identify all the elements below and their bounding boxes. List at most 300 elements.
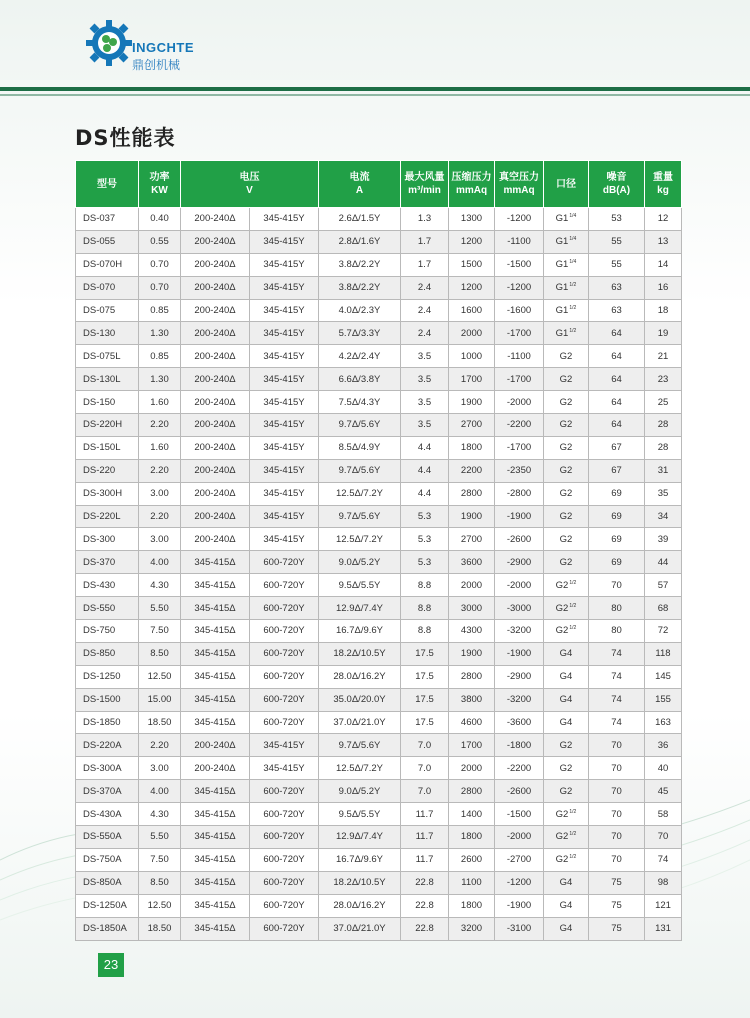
cell-port: G2 xyxy=(544,482,589,505)
cell-model: DS-055 xyxy=(76,230,139,253)
cell-airflow: 3.5 xyxy=(401,368,449,391)
cell-noise: 69 xyxy=(589,505,645,528)
cell-current: 4.0Δ/2.3Y xyxy=(319,299,401,322)
cell-vacuum: -1100 xyxy=(495,230,544,253)
cell-power: 18.50 xyxy=(139,711,181,734)
cell-power: 1.30 xyxy=(139,368,181,391)
brand-name-cn: 鼎创机械 xyxy=(132,58,181,72)
cell-voltage-y: 600-720Y xyxy=(250,688,319,711)
cell-voltage-y: 600-720Y xyxy=(250,711,319,734)
header-pressure: 压缩压力 mmAq xyxy=(449,161,495,208)
cell-weight: 98 xyxy=(645,871,682,894)
cell-power: 1.30 xyxy=(139,322,181,345)
cell-voltage-y: 345-415Y xyxy=(250,230,319,253)
cell-noise: 69 xyxy=(589,482,645,505)
cell-voltage-y: 345-415Y xyxy=(250,459,319,482)
page-header xyxy=(0,0,750,100)
header-model: 型号 xyxy=(76,161,139,208)
cell-noise: 53 xyxy=(589,208,645,231)
cell-vacuum: -2000 xyxy=(495,826,544,849)
cell-voltage-y: 345-415Y xyxy=(250,345,319,368)
cell-pressure: 1800 xyxy=(449,826,495,849)
cell-voltage-y: 345-415Y xyxy=(250,757,319,780)
cell-pressure: 1900 xyxy=(449,391,495,414)
cell-model: DS-750 xyxy=(76,620,139,643)
cell-model: DS-850 xyxy=(76,642,139,665)
cell-current: 9.0Δ/5.2Y xyxy=(319,551,401,574)
cell-pressure: 1100 xyxy=(449,871,495,894)
cell-model: DS-070H xyxy=(76,253,139,276)
cell-vacuum: -3100 xyxy=(495,917,544,940)
cell-airflow: 7.0 xyxy=(401,734,449,757)
table-header-row xyxy=(76,161,682,208)
cell-current: 35.0Δ/20.0Y xyxy=(319,688,401,711)
brand-name-en: INGCHTE xyxy=(132,40,194,55)
cell-noise: 55 xyxy=(589,253,645,276)
cell-model: DS-550A xyxy=(76,826,139,849)
cell-vacuum: -1200 xyxy=(495,276,544,299)
cell-weight: 44 xyxy=(645,551,682,574)
cell-weight: 155 xyxy=(645,688,682,711)
cell-power: 18.50 xyxy=(139,917,181,940)
cell-noise: 74 xyxy=(589,665,645,688)
cell-noise: 80 xyxy=(589,620,645,643)
cell-airflow: 11.7 xyxy=(401,826,449,849)
cell-voltage-y: 600-720Y xyxy=(250,665,319,688)
cell-noise: 70 xyxy=(589,734,645,757)
table-row xyxy=(76,871,682,894)
cell-power: 7.50 xyxy=(139,620,181,643)
table-row xyxy=(76,414,682,437)
cell-voltage-y: 345-415Y xyxy=(250,505,319,528)
cell-model: DS-1850 xyxy=(76,711,139,734)
cell-pressure: 1400 xyxy=(449,803,495,826)
cell-model: DS-1850A xyxy=(76,917,139,940)
cell-port: $G2^{1/2}$ xyxy=(544,620,589,643)
cell-vacuum: -1700 xyxy=(495,436,544,459)
cell-voltage-delta: 345-415Δ xyxy=(181,597,250,620)
cell-airflow: 5.3 xyxy=(401,551,449,574)
cell-weight: 16 xyxy=(645,276,682,299)
cell-pressure: 1600 xyxy=(449,299,495,322)
cell-airflow: 1.7 xyxy=(401,253,449,276)
cell-noise: 80 xyxy=(589,597,645,620)
cell-weight: 23 xyxy=(645,368,682,391)
cell-weight: 145 xyxy=(645,665,682,688)
port-size-fraction: 1/2 xyxy=(569,579,577,586)
cell-weight: 163 xyxy=(645,711,682,734)
table-row xyxy=(76,459,682,482)
cell-airflow: 11.7 xyxy=(401,848,449,871)
cell-pressure: 3600 xyxy=(449,551,495,574)
cell-airflow: 7.0 xyxy=(401,780,449,803)
table-row xyxy=(76,299,682,322)
cell-airflow: 5.3 xyxy=(401,505,449,528)
cell-voltage-delta: 200-240Δ xyxy=(181,757,250,780)
cell-current: 37.0Δ/21.0Y xyxy=(319,711,401,734)
cell-voltage-y: 600-720Y xyxy=(250,642,319,665)
cell-model: DS-750A xyxy=(76,848,139,871)
cell-airflow: 2.4 xyxy=(401,322,449,345)
cell-weight: 70 xyxy=(645,826,682,849)
cell-port: $G1^{1/4}$ xyxy=(544,208,589,231)
cell-vacuum: -2900 xyxy=(495,551,544,574)
cell-voltage-delta: 345-415Δ xyxy=(181,803,250,826)
cell-vacuum: -2800 xyxy=(495,482,544,505)
header-weight: 重量 kg xyxy=(645,161,682,208)
cell-current: 5.7Δ/3.3Y xyxy=(319,322,401,345)
cell-power: 0.70 xyxy=(139,253,181,276)
cell-vacuum: -1200 xyxy=(495,871,544,894)
port-size-fraction: 1/2 xyxy=(569,625,577,632)
cell-noise: 64 xyxy=(589,322,645,345)
cell-airflow: 8.8 xyxy=(401,597,449,620)
cell-pressure: 2600 xyxy=(449,848,495,871)
cell-airflow: 17.5 xyxy=(401,688,449,711)
cell-weight: 40 xyxy=(645,757,682,780)
cell-port: G4 xyxy=(544,642,589,665)
cell-power: 5.50 xyxy=(139,597,181,620)
performance-table xyxy=(75,160,682,941)
cell-noise: 64 xyxy=(589,345,645,368)
table-row xyxy=(76,368,682,391)
cell-noise: 70 xyxy=(589,780,645,803)
cell-pressure: 4600 xyxy=(449,711,495,734)
table-row xyxy=(76,848,682,871)
cell-power: 0.85 xyxy=(139,345,181,368)
cell-model: DS-150 xyxy=(76,391,139,414)
cell-model: DS-075 xyxy=(76,299,139,322)
cell-port: G2 xyxy=(544,414,589,437)
page-title: DS性能表 xyxy=(75,126,176,150)
cell-pressure: 3800 xyxy=(449,688,495,711)
cell-model: DS-300 xyxy=(76,528,139,551)
cell-airflow: 3.5 xyxy=(401,414,449,437)
cell-vacuum: -3000 xyxy=(495,597,544,620)
cell-pressure: 1800 xyxy=(449,436,495,459)
cell-pressure: 1900 xyxy=(449,642,495,665)
header-divider-light xyxy=(0,94,750,96)
cell-airflow: 22.8 xyxy=(401,894,449,917)
cell-current: 7.5Δ/4.3Y xyxy=(319,391,401,414)
cell-pressure: 1800 xyxy=(449,894,495,917)
cell-weight: 28 xyxy=(645,436,682,459)
cell-power: 0.85 xyxy=(139,299,181,322)
cell-power: 4.30 xyxy=(139,574,181,597)
table-row xyxy=(76,597,682,620)
port-size-fraction: 1/2 xyxy=(569,831,577,838)
cell-pressure: 1900 xyxy=(449,505,495,528)
cell-noise: 70 xyxy=(589,803,645,826)
cell-vacuum: -1500 xyxy=(495,253,544,276)
cell-weight: 45 xyxy=(645,780,682,803)
cell-power: 4.30 xyxy=(139,803,181,826)
cell-model: DS-150L xyxy=(76,436,139,459)
cell-current: 4.2Δ/2.4Y xyxy=(319,345,401,368)
cell-model: DS-1250A xyxy=(76,894,139,917)
cell-port: G4 xyxy=(544,871,589,894)
cell-voltage-y: 345-415Y xyxy=(250,253,319,276)
cell-voltage-y: 600-720Y xyxy=(250,848,319,871)
cell-voltage-y: 600-720Y xyxy=(250,574,319,597)
cell-weight: 12 xyxy=(645,208,682,231)
header-current: 电流 A xyxy=(319,161,401,208)
cell-power: 5.50 xyxy=(139,826,181,849)
cell-current: 12.5Δ/7.2Y xyxy=(319,482,401,505)
table-row xyxy=(76,528,682,551)
cell-model: DS-130 xyxy=(76,322,139,345)
cell-port: $G1^{1/2}$ xyxy=(544,322,589,345)
cell-noise: 64 xyxy=(589,414,645,437)
cell-vacuum: -1600 xyxy=(495,299,544,322)
cell-port: G4 xyxy=(544,665,589,688)
cell-voltage-delta: 345-415Δ xyxy=(181,665,250,688)
header-vacuum: 真空压力 mmAq xyxy=(495,161,544,208)
cell-voltage-y: 600-720Y xyxy=(250,780,319,803)
cell-port: G4 xyxy=(544,688,589,711)
cell-voltage-y: 345-415Y xyxy=(250,276,319,299)
cell-port: $G2^{1/2}$ xyxy=(544,826,589,849)
cell-airflow: 17.5 xyxy=(401,642,449,665)
cell-noise: 74 xyxy=(589,711,645,734)
cell-weight: 34 xyxy=(645,505,682,528)
cell-current: 9.7Δ/5.6Y xyxy=(319,459,401,482)
cell-weight: 18 xyxy=(645,299,682,322)
gear-logo-icon xyxy=(84,18,134,68)
cell-pressure: 1200 xyxy=(449,230,495,253)
cell-vacuum: -1900 xyxy=(495,894,544,917)
port-size-fraction: 1/2 xyxy=(569,327,577,334)
table-row xyxy=(76,505,682,528)
cell-model: DS-370 xyxy=(76,551,139,574)
cell-port: G2 xyxy=(544,459,589,482)
header-voltage: 电压 V xyxy=(181,161,319,208)
cell-vacuum: -3600 xyxy=(495,711,544,734)
cell-current: 12.5Δ/7.2Y xyxy=(319,757,401,780)
table-row xyxy=(76,665,682,688)
cell-power: 2.20 xyxy=(139,505,181,528)
cell-airflow: 7.0 xyxy=(401,757,449,780)
cell-airflow: 17.5 xyxy=(401,665,449,688)
cell-voltage-delta: 200-240Δ xyxy=(181,505,250,528)
cell-model: DS-220L xyxy=(76,505,139,528)
cell-current: 9.7Δ/5.6Y xyxy=(319,734,401,757)
cell-port: $G1^{1/4}$ xyxy=(544,253,589,276)
cell-port: G2 xyxy=(544,368,589,391)
cell-voltage-y: 345-415Y xyxy=(250,436,319,459)
cell-power: 12.50 xyxy=(139,894,181,917)
cell-pressure: 4300 xyxy=(449,620,495,643)
cell-power: 4.00 xyxy=(139,780,181,803)
cell-current: 2.6Δ/1.5Y xyxy=(319,208,401,231)
cell-noise: 75 xyxy=(589,917,645,940)
header-power: 功率 KW xyxy=(139,161,181,208)
cell-power: 7.50 xyxy=(139,848,181,871)
cell-pressure: 2700 xyxy=(449,414,495,437)
cell-weight: 14 xyxy=(645,253,682,276)
cell-voltage-y: 345-415Y xyxy=(250,208,319,231)
cell-power: 2.20 xyxy=(139,414,181,437)
cell-power: 2.20 xyxy=(139,734,181,757)
cell-noise: 69 xyxy=(589,528,645,551)
cell-weight: 35 xyxy=(645,482,682,505)
cell-noise: 69 xyxy=(589,551,645,574)
cell-weight: 13 xyxy=(645,230,682,253)
table-row xyxy=(76,276,682,299)
cell-vacuum: -2200 xyxy=(495,414,544,437)
cell-vacuum: -1700 xyxy=(495,322,544,345)
cell-current: 16.7Δ/9.6Y xyxy=(319,848,401,871)
table-row xyxy=(76,734,682,757)
cell-noise: 70 xyxy=(589,848,645,871)
header-airflow: 最大风量 m³/min xyxy=(401,161,449,208)
cell-voltage-y: 345-415Y xyxy=(250,734,319,757)
cell-vacuum: -2000 xyxy=(495,574,544,597)
cell-port: $G1^{1/4}$ xyxy=(544,230,589,253)
cell-current: 28.0Δ/16.2Y xyxy=(319,894,401,917)
cell-port: $G2^{1/2}$ xyxy=(544,848,589,871)
cell-airflow: 4.4 xyxy=(401,436,449,459)
cell-airflow: 3.5 xyxy=(401,391,449,414)
cell-airflow: 2.4 xyxy=(401,276,449,299)
cell-port: G2 xyxy=(544,345,589,368)
cell-port: G2 xyxy=(544,505,589,528)
cell-port: G2 xyxy=(544,391,589,414)
cell-weight: 57 xyxy=(645,574,682,597)
cell-voltage-y: 600-720Y xyxy=(250,597,319,620)
cell-voltage-delta: 345-415Δ xyxy=(181,574,250,597)
cell-port: G4 xyxy=(544,711,589,734)
cell-voltage-delta: 200-240Δ xyxy=(181,299,250,322)
table-row xyxy=(76,757,682,780)
cell-airflow: 8.8 xyxy=(401,620,449,643)
cell-port: G2 xyxy=(544,757,589,780)
cell-port: G2 xyxy=(544,528,589,551)
cell-power: 8.50 xyxy=(139,642,181,665)
cell-weight: 74 xyxy=(645,848,682,871)
cell-model: DS-430 xyxy=(76,574,139,597)
cell-noise: 63 xyxy=(589,299,645,322)
cell-pressure: 2000 xyxy=(449,757,495,780)
cell-current: 12.9Δ/7.4Y xyxy=(319,826,401,849)
cell-current: 18.2Δ/10.5Y xyxy=(319,642,401,665)
cell-voltage-delta: 200-240Δ xyxy=(181,436,250,459)
cell-airflow: 3.5 xyxy=(401,345,449,368)
cell-pressure: 2200 xyxy=(449,459,495,482)
cell-model: DS-1500 xyxy=(76,688,139,711)
cell-voltage-delta: 345-415Δ xyxy=(181,894,250,917)
cell-airflow: 17.5 xyxy=(401,711,449,734)
cell-vacuum: -2200 xyxy=(495,757,544,780)
cell-model: DS-220A xyxy=(76,734,139,757)
cell-voltage-delta: 345-415Δ xyxy=(181,871,250,894)
cell-airflow: 22.8 xyxy=(401,871,449,894)
cell-voltage-delta: 200-240Δ xyxy=(181,230,250,253)
cell-weight: 31 xyxy=(645,459,682,482)
cell-pressure: 2800 xyxy=(449,780,495,803)
cell-model: DS-037 xyxy=(76,208,139,231)
cell-noise: 67 xyxy=(589,459,645,482)
cell-current: 9.7Δ/5.6Y xyxy=(319,414,401,437)
cell-weight: 39 xyxy=(645,528,682,551)
cell-model: DS-370A xyxy=(76,780,139,803)
cell-vacuum: -1500 xyxy=(495,803,544,826)
table-row xyxy=(76,711,682,734)
table-row xyxy=(76,253,682,276)
cell-vacuum: -1700 xyxy=(495,368,544,391)
cell-vacuum: -1100 xyxy=(495,345,544,368)
cell-voltage-y: 345-415Y xyxy=(250,322,319,345)
cell-weight: 25 xyxy=(645,391,682,414)
cell-current: 16.7Δ/9.6Y xyxy=(319,620,401,643)
cell-voltage-delta: 345-415Δ xyxy=(181,711,250,734)
cell-model: DS-300H xyxy=(76,482,139,505)
cell-current: 9.0Δ/5.2Y xyxy=(319,780,401,803)
cell-voltage-delta: 345-415Δ xyxy=(181,688,250,711)
cell-voltage-delta: 200-240Δ xyxy=(181,414,250,437)
cell-model: DS-220 xyxy=(76,459,139,482)
header-noise: 噪音 dB(A) xyxy=(589,161,645,208)
cell-voltage-delta: 200-240Δ xyxy=(181,391,250,414)
cell-pressure: 1000 xyxy=(449,345,495,368)
table-row xyxy=(76,208,682,231)
cell-voltage-delta: 200-240Δ xyxy=(181,276,250,299)
cell-noise: 70 xyxy=(589,757,645,780)
cell-pressure: 1700 xyxy=(449,734,495,757)
header-divider-dark xyxy=(0,87,750,91)
cell-voltage-delta: 345-415Δ xyxy=(181,642,250,665)
cell-voltage-y: 600-720Y xyxy=(250,803,319,826)
cell-power: 0.40 xyxy=(139,208,181,231)
cell-pressure: 2800 xyxy=(449,482,495,505)
cell-port: G2 xyxy=(544,780,589,803)
cell-pressure: 2000 xyxy=(449,574,495,597)
table-row xyxy=(76,436,682,459)
cell-voltage-delta: 200-240Δ xyxy=(181,253,250,276)
table-row xyxy=(76,482,682,505)
cell-pressure: 1500 xyxy=(449,253,495,276)
cell-noise: 75 xyxy=(589,894,645,917)
cell-current: 9.5Δ/5.5Y xyxy=(319,803,401,826)
cell-noise: 67 xyxy=(589,436,645,459)
table-row xyxy=(76,230,682,253)
cell-current: 3.8Δ/2.2Y xyxy=(319,276,401,299)
cell-vacuum: -1200 xyxy=(495,208,544,231)
cell-port: G2 xyxy=(544,436,589,459)
cell-current: 28.0Δ/16.2Y xyxy=(319,665,401,688)
cell-noise: 63 xyxy=(589,276,645,299)
port-size-fraction: 1/4 xyxy=(569,259,577,266)
cell-pressure: 3200 xyxy=(449,917,495,940)
cell-power: 1.60 xyxy=(139,436,181,459)
cell-voltage-y: 600-720Y xyxy=(250,917,319,940)
cell-pressure: 1200 xyxy=(449,276,495,299)
cell-noise: 70 xyxy=(589,574,645,597)
cell-weight: 28 xyxy=(645,414,682,437)
cell-weight: 21 xyxy=(645,345,682,368)
cell-weight: 121 xyxy=(645,894,682,917)
cell-voltage-y: 600-720Y xyxy=(250,551,319,574)
cell-power: 0.70 xyxy=(139,276,181,299)
cell-airflow: 1.7 xyxy=(401,230,449,253)
cell-voltage-delta: 200-240Δ xyxy=(181,368,250,391)
cell-voltage-delta: 345-415Δ xyxy=(181,848,250,871)
cell-model: DS-1250 xyxy=(76,665,139,688)
cell-voltage-y: 600-720Y xyxy=(250,826,319,849)
cell-voltage-y: 345-415Y xyxy=(250,368,319,391)
table-row xyxy=(76,803,682,826)
cell-current: 18.2Δ/10.5Y xyxy=(319,871,401,894)
